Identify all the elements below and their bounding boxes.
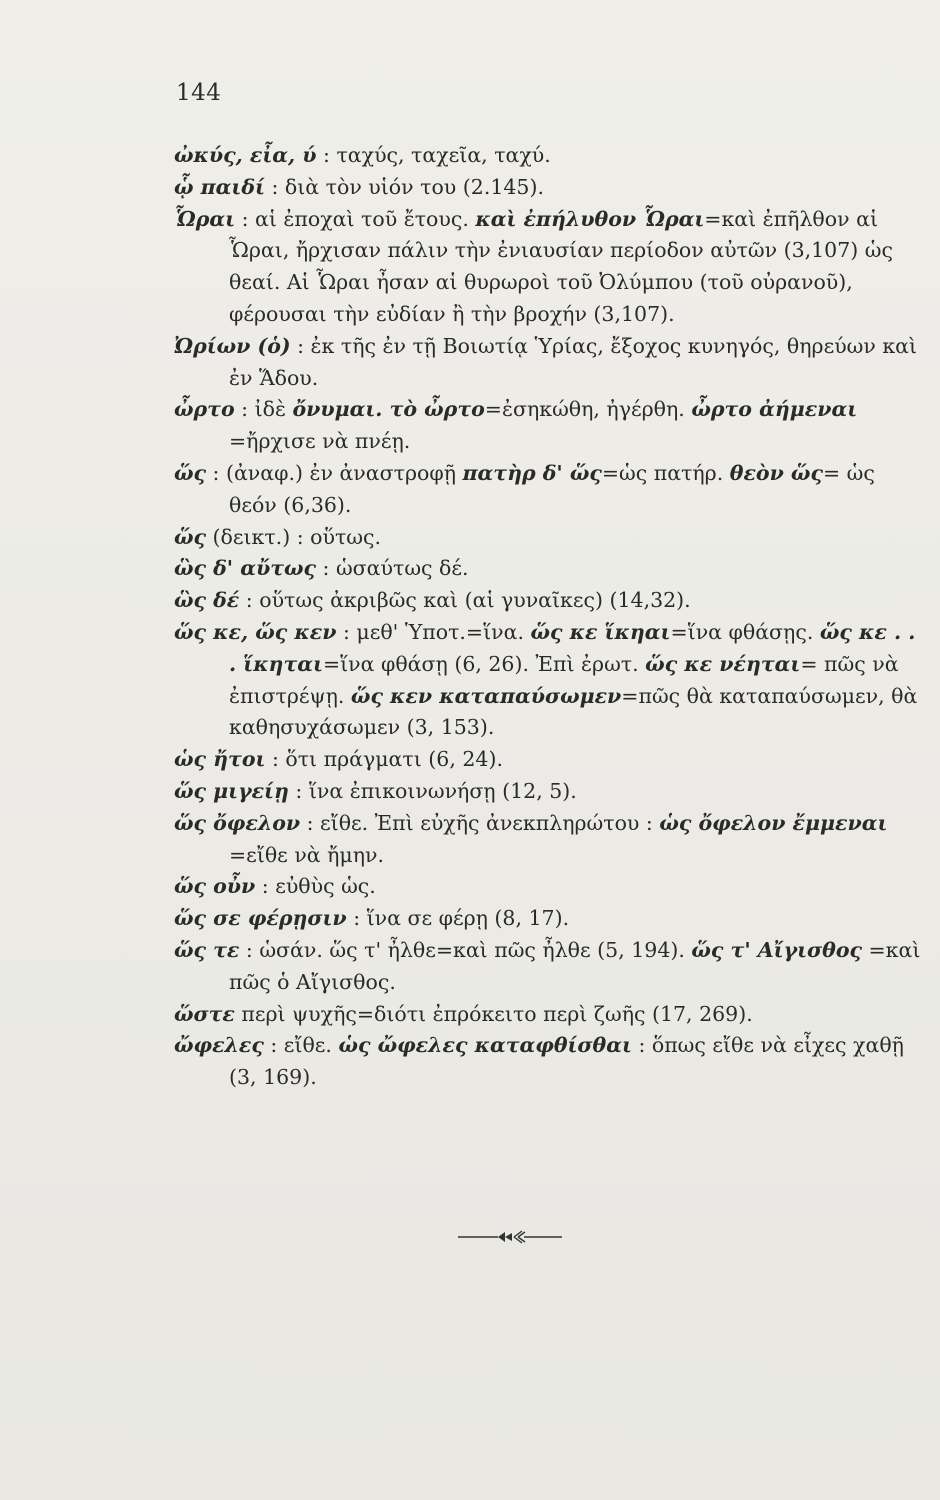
entry-headword: ὡς ἤτοι	[174, 747, 266, 772]
entry-definition: : (ἀναφ.) ἐν ἀναστροφῇ	[206, 460, 463, 485]
glossary-entries	[174, 140, 926, 1094]
entry-definition: : μεθ' Ὑποτ.=ἵνα.	[336, 619, 531, 644]
entry-phrase: ὥς κε . . . ἵκηται	[229, 619, 916, 676]
entry-definition: : ὡσαύτως δέ.	[316, 556, 469, 581]
entry-definition: =πῶς θὰ καταπαύσωμεν, θὰ καθησυχάσωμεν (3, 153).	[229, 683, 918, 740]
glossary-entry	[174, 1030, 926, 1094]
entry-phrase: ὥς κε ἵκηαι	[530, 619, 671, 644]
entry-definition: περὶ ψυχῆς=διότι ἐπρόκειτο περὶ ζωῆς (17, 269).	[234, 1001, 753, 1026]
glossary-entry	[174, 394, 926, 458]
entry-definition: : ὡσάν. ὥς τ' ἦλθε=καὶ πῶς ἦλθε (5, 194).	[239, 937, 692, 962]
glossary-entry	[174, 617, 926, 744]
entry-headword: ὥς ὄφελον	[174, 810, 301, 835]
entry-headword: Ὧραι	[174, 206, 236, 231]
entry-headword: ᾧ παιδί	[174, 174, 265, 199]
entry-definition: (δεικτ.) : οὕτως.	[206, 524, 381, 549]
entry-headword: ὦρτο	[174, 397, 235, 422]
entry-headword: ὥς μιγείῃ	[174, 778, 289, 803]
entry-definition: =καὶ πῶς ὁ Αἴγισθος.	[229, 937, 921, 994]
entry-definition: : εἴθε. Ἐπὶ εὐχῆς ἀνεκπληρώτου :	[300, 810, 660, 835]
entry-definition: : ἵνα σε φέρῃ (8, 17).	[346, 906, 570, 931]
entry-phrase: ὥς τ' Αἴγισθος	[691, 937, 862, 962]
entry-definition: : ἵνα ἐπικοινωνήσῃ (12, 5).	[288, 778, 577, 803]
entry-headword: ὤφελες	[174, 1033, 264, 1058]
glossary-entry	[174, 458, 926, 522]
entry-phrase: ὡς ὤφελες καταφθίσθαι	[338, 1033, 632, 1058]
entry-definition: =ἵνα φθάσῃς.	[670, 619, 820, 644]
glossary-entry	[174, 744, 926, 776]
entry-definition: =ὡς πατήρ.	[601, 460, 730, 485]
entry-definition: : εἴθε.	[263, 1033, 339, 1058]
entry-definition: : διὰ τὸν υἱόν του (2.145).	[264, 174, 544, 199]
entry-definition: =ἵνα φθάσῃ (6, 26). Ἐπὶ ἐρωτ.	[322, 651, 646, 676]
glossary-entry	[174, 999, 926, 1031]
entry-definition: = πῶς νὰ ἐπιστρέψῃ.	[229, 651, 899, 708]
entry-definition: : ταχύς, ταχεῖα, ταχύ.	[316, 143, 551, 167]
entry-headword: ὥς σε φέρῃσιν	[174, 906, 347, 931]
glossary-entry	[174, 140, 926, 172]
glossary-entry	[174, 871, 926, 903]
glossary-entry	[174, 204, 926, 331]
glossary-entry	[174, 935, 926, 999]
glossary-entry	[174, 585, 926, 617]
entry-headword: ὠκύς, εἶα, ύ	[174, 143, 317, 167]
glossary-entry	[174, 776, 926, 808]
entry-phrase: ὦρτο ἀήμεναι	[691, 397, 858, 422]
entry-definition: =ἤρχισε νὰ πνέῃ.	[229, 429, 411, 454]
entry-phrase: ὥς κε νέηται	[645, 651, 801, 676]
entry-definition: =εἴθε νὰ ἤμην.	[229, 842, 385, 867]
entry-headword: ὥς	[174, 460, 207, 485]
entry-headword: ὥς	[174, 524, 207, 549]
entry-headword: ὥς κε, ὥς κεν	[174, 619, 337, 644]
glossary-entry	[174, 172, 926, 204]
entry-definition: : ὅπως εἴθε νὰ εἶχες χαθῇ (3, 169).	[229, 1033, 904, 1090]
entry-phrase: θεὸν ὥς	[729, 460, 823, 485]
entry-definition: : ἰδὲ	[234, 397, 293, 422]
entry-headword: ὥστε	[174, 1001, 235, 1026]
entry-definition: : οὕτως ἀκριβῶς καὶ (αἱ γυναῖκες) (14,32).	[239, 588, 691, 613]
entry-headword: ὣς δέ	[174, 588, 240, 613]
entry-phrase: ὥς κεν καταπαύσωμεν	[350, 683, 622, 708]
page-number: 144	[176, 80, 222, 106]
entry-definition: : αἱ ἐποχαὶ τοῦ ἔτους.	[235, 206, 476, 231]
entry-headword: ὥς τε	[174, 937, 240, 962]
glossary-entry	[174, 522, 926, 554]
entry-phrase: πατὴρ δ' ὥς	[462, 460, 602, 485]
entry-definition: =ἐσηκώθη, ἠγέρθη.	[484, 397, 692, 422]
entry-phrase: καὶ ἐπήλυθον Ὧραι	[475, 206, 705, 231]
entry-definition: : ὅτι πράγματι (6, 24).	[265, 747, 503, 772]
entry-definition: : ἐκ τῆς ἐν τῇ Βοιωτίᾳ Ὑρίας, ἔξοχος κυνηγός, θηρεύων καὶ ἐν Ἅδου.	[229, 333, 918, 390]
glossary-entry	[174, 331, 926, 395]
ornament-divider	[458, 1227, 562, 1247]
glossary-entry	[174, 553, 926, 585]
entry-phrase: ὡς ὄφελον ἔμμεναι	[659, 810, 888, 835]
glossary-entry	[174, 808, 926, 872]
entry-definition: =καὶ ἐπῆλθον αἱ Ὧραι, ἤρχισαν πάλιν τὴν ἐνιαυσίαν περίοδον αὐτῶν (3,107) ὡς θεαί. Αἱ Ὧραι ἦσαν αἱ θυρωροὶ τοῦ Ὀλύμπου (τοῦ οὐρανοῦ), φέρουσαι τὴν εὐδίαν ἢ τὴν βροχήν (3,107).	[229, 206, 893, 326]
entry-phrase: ὄνυμαι. τὸ ὦρτο	[292, 397, 485, 422]
entry-headword: Ὠρίων (ὁ)	[174, 333, 291, 358]
entry-headword: ὣς δ' αὔτως	[174, 556, 317, 581]
glossary-entry	[174, 903, 926, 935]
entry-definition: : εὐθὺς ὡς.	[255, 874, 376, 899]
entry-definition: = ὡς θεόν (6,36).	[229, 460, 875, 517]
entry-headword: ὥς οὖν	[174, 874, 256, 899]
